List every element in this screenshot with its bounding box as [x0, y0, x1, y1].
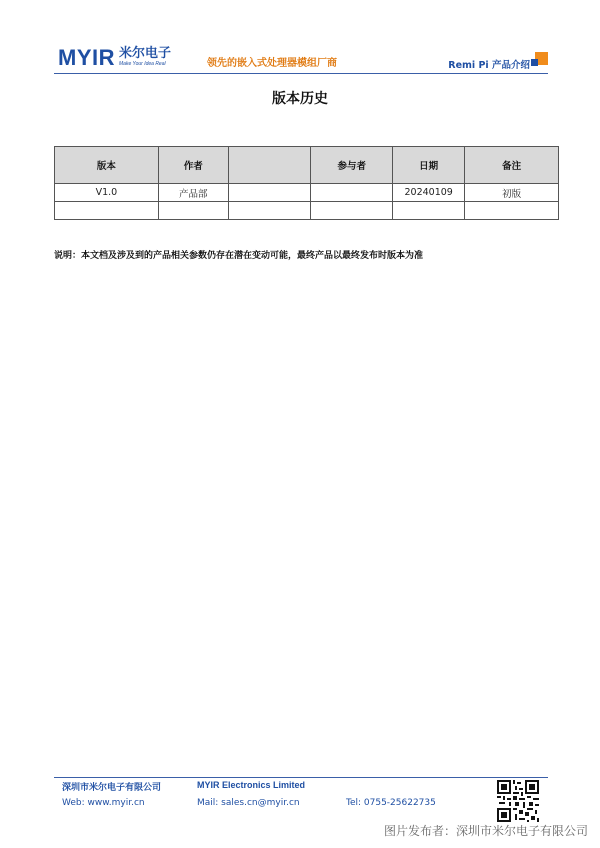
cell-participants	[311, 202, 393, 220]
footer-company-cn: 深圳市米尔电子有限公司	[62, 783, 162, 793]
blue-square-icon	[531, 59, 538, 66]
cell-blank	[228, 184, 311, 202]
header-author: 作者	[158, 147, 228, 184]
logo-slogan: Make Your Idea Real	[119, 61, 166, 67]
table-header-row	[55, 147, 559, 184]
logo-myir-text: MYIR	[58, 45, 115, 70]
table-row	[55, 202, 559, 220]
logo-cn-text: 米尔电子	[119, 46, 172, 61]
header-blank	[228, 147, 311, 184]
cell-blank	[228, 202, 311, 220]
page-title: 版本历史	[272, 91, 328, 107]
cell-remarks	[465, 202, 559, 220]
footer-company-en: MYIR Electronics Limited	[197, 780, 306, 790]
disclaimer-note: 说明：本文档及涉及到的产品相关参数仍存在潜在变动可能，最终产品以最终发布时版本为准	[54, 251, 424, 261]
header-participants: 参与者	[311, 147, 393, 184]
header-version: 版本	[55, 147, 159, 184]
myir-logo	[58, 46, 171, 74]
cell-version: V1.0	[55, 184, 159, 202]
logo-cn-block	[119, 46, 171, 68]
header-remarks: 备注	[465, 147, 559, 184]
cell-version	[55, 202, 159, 220]
footer-divider	[54, 777, 548, 778]
watermark-text: 图片发布者：深圳市米尔电子有限公司	[383, 824, 588, 838]
footer-tel: Tel: 0755-25622735	[346, 798, 436, 808]
page-header	[54, 44, 548, 74]
cell-participants	[311, 184, 393, 202]
cell-date: 20240109	[393, 184, 465, 202]
cell-author	[158, 202, 228, 220]
footer-web: Web: www.myir.cn	[62, 798, 145, 808]
cell-author: 产品部	[158, 184, 228, 202]
header-date: 日期	[393, 147, 465, 184]
version-history-table	[54, 146, 559, 220]
table-row	[55, 184, 559, 202]
header-tagline: 领先的嵌入式处理器模组厂商	[207, 58, 337, 69]
cell-date	[393, 202, 465, 220]
header-divider	[54, 73, 548, 74]
qr-code-icon	[497, 780, 539, 822]
cell-remarks: 初版	[465, 184, 559, 202]
footer-mail: Mail: sales.cn@myir.cn	[197, 798, 300, 808]
header-product-title: Remi Pi 产品介绍	[448, 60, 530, 71]
